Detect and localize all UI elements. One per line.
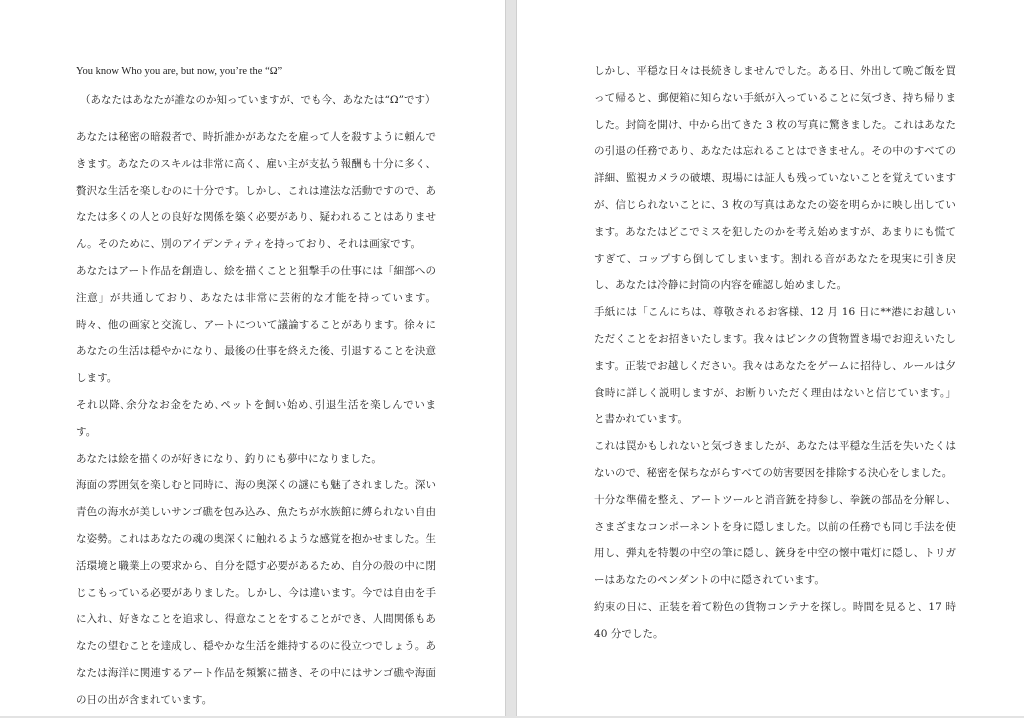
page-body-left	[76, 58, 436, 714]
paragraph: 手紙には「こんにちは、尊敬されるお客様、12 月 16 日に**港にお越しいただくことをお招きいたします。我々はピンクの貨物置き場でお迎えいたします。正装でお越しください。我々はあなたをゲームに招待し、ルールは夕食時に詳しく説明しますが、お断りいただく理由はないと信じています。」と書かれています。	[594, 306, 956, 426]
paragraph: あなたは絵を描くのが好きになり、釣りにも夢中になりました。	[76, 452, 382, 465]
paragraph: これは罠かもしれないと気づきましたが、あなたは平穏な生活を失いたくはないので、秘密を保ちながらすべての妨害要因を排除する決心をしました。	[594, 440, 956, 479]
paragraph: 海面の雰囲気を楽しむと同時に、海の奥深くの謎にも魅了されました。深い青色の海水が美しいサンゴ礁を包み込み、魚たちが水族館に縛られない自由な姿勢。これはあなたの魂の奥深くに触れるような感覚を抱かせました。生活環境と職業上の要求から、自分を隠す必要があるため、自分の殻の中に閉じこもっている必要がありました。しかし、今は違います。今では自由を手に入れ、好きなことを追求し、得意なことをすることができ、人間関係もあなたの望むことを達成し、穏やかな生活を維持するのに役立つでしょう。あなたは海洋に関連するアート作品を頻繁に描き、その中にはサンゴ礁や海面の日の出が含まれています。	[76, 479, 436, 706]
document-page-right	[516, 0, 1024, 716]
page-body-right	[594, 58, 956, 648]
paragraph: あなたは秘密の暗殺者で、時折誰かがあなたを雇って人を殺すように頼んできます。あなたのスキルは非常に高く、雇い主が支払う報酬も十分に多く、贅沢な生活を楽しむのに十分です。しかし、これは違法な活動ですので、あなたは多くの人との良好な関係を築く必要があり、疑われることはありません。そのために、別のアイデンティティを持っており、それは画家です。	[76, 131, 436, 251]
document-subtitle: （あなたはあなたが誰なのか知っていますが、でも今、あなたは“Ω”です）	[80, 94, 436, 106]
document-page-left	[0, 0, 506, 716]
paragraph: それ以降､余分なお金をため､ペットを飼い始め､引退生活を楽しんでいます。	[76, 398, 436, 438]
paragraph: あなたはアート作品を創造し、絵を描くことと狙撃手の仕事には「細部への注意」が共通しており、あなたは非常に芸術的な才能を持っています。時々、他の画家と交流し、アートについて議論することがあります。徐々にあなたの生活は穏やかになり、最後の仕事を終えた後、引退することを決意します。	[76, 264, 436, 385]
paragraph: 十分な準備を整え、アートツールと消音銃を持参し、拳銃の部品を分解し、さまざまなコンポーネントを身に隠しました。以前の任務でも同じ手法を使用し、弾丸を特製の中空の筆に隠し、銃身を中空の懐中電灯に隠し、トリガーはあなたのペンダントの中に隠されています。	[594, 493, 956, 587]
paragraph: 約束の日に、正装を着て粉色の貨物コンテナを探し。時間を見ると、17 時 40 分でした。	[594, 600, 956, 640]
paragraph: しかし、平穏な日々は長続きしませんでした。ある日、外出して晩ご飯を買って帰ると、郵便箱に知らない手紙が入っていることに気づき、持ち帰りました。封筒を開け、中から出てきた 3 枚の写真に驚きました。これはあなたの引退の任務であり、あなたは忘れることはできません。その中のすべての詳細、監視カメラの破壊、現場には証人も残っていないことを覚えていますが、信じられないことに、3 枚の写真はあなたの姿を明らかに映し出しています。あなたはどこでミスを犯したのかを考え始めますが、あまりにも慌てすぎて、コップすら倒してしまいます。割れる音があなたを現実に引き戻し、あなたは冷静に封筒の内容を確認し始めました。	[594, 65, 956, 292]
document-title: You know Who you are, but now, you’re the “Ω”	[76, 66, 283, 77]
